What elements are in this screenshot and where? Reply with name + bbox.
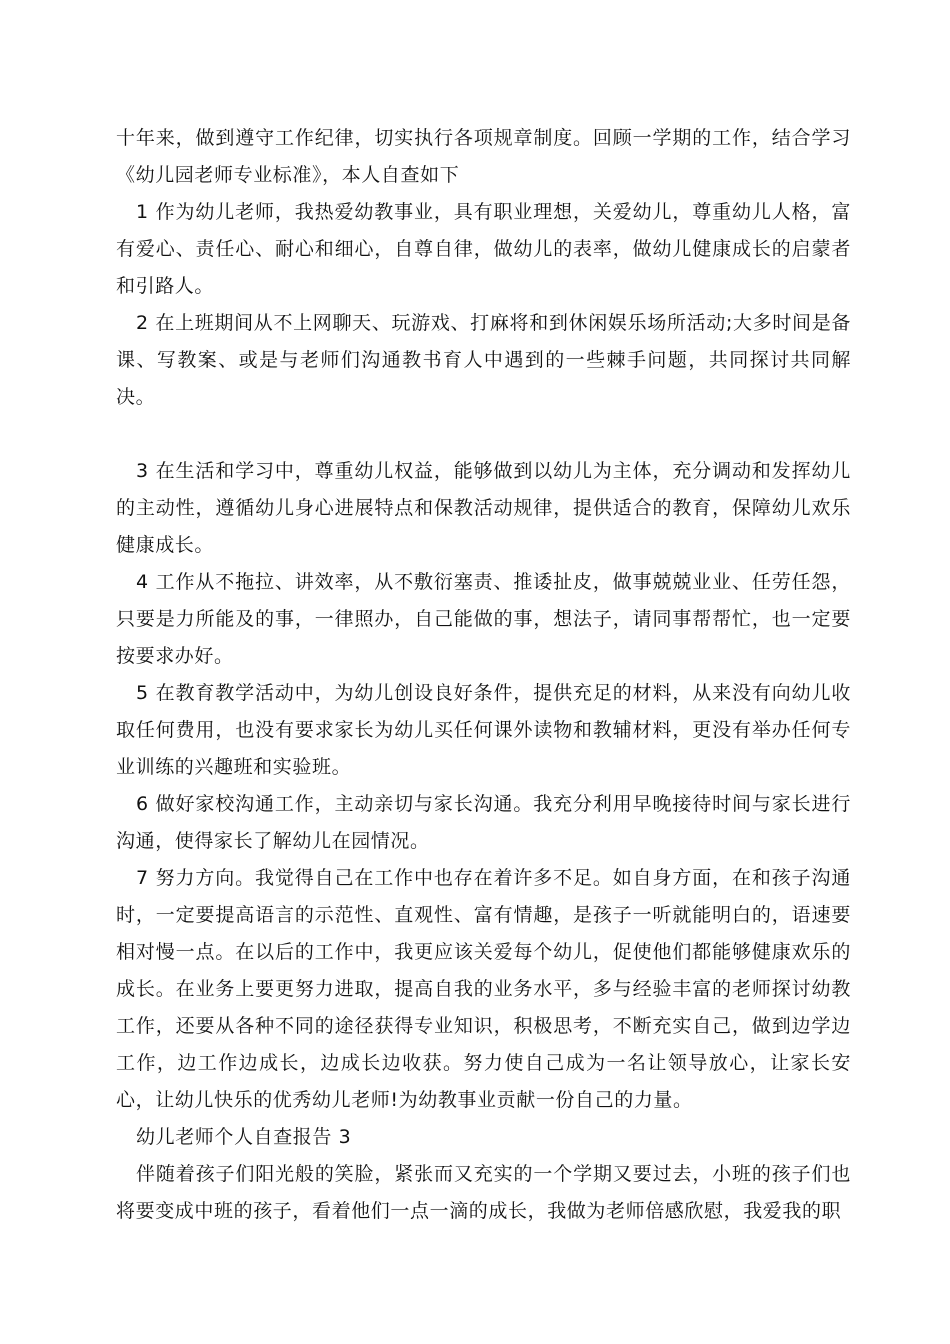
document-body (116, 120, 851, 1230)
paragraph-item-1: 1 作为幼儿老师，我热爱幼教事业，具有职业理想，关爱幼儿，尊重幼儿人格，富有爱心、责任心、耐心和细心，自尊自律，做幼儿的表率，做幼儿健康成长的启蒙者和引路人。 (116, 201, 851, 297)
paragraph-intro: 十年来，做到遵守工作纪律，切实执行各项规章制度。回顾一学期的工作，结合学习《幼儿园老师专业标准》，本人自查如下 (116, 127, 851, 186)
paragraph-item-5: 5 在教育教学活动中，为幼儿创设良好条件，提供充足的材料，从来没有向幼儿收取任何费用，也没有要求家长为幼儿买任何课外读物和教辅材料，更没有举办任何专业训练的兴趣班和实验班。 (116, 682, 851, 778)
paragraph-spacer (116, 416, 851, 453)
paragraph-item-4: 4 工作从不拖拉、讲效率，从不敷衍塞责、推诿扯皮，做事兢兢业业、任劳任怨，只要是力所能及的事，一律照办，自己能做的事，想法子，请同事帮帮忙，也一定要按要求办好。 (116, 571, 851, 667)
paragraph-report-3-opening: 伴随着孩子们阳光般的笑脸，紧张而又充实的一个学期又要过去，小班的孩子们也将要变成中班的孩子，看着他们一点一滴的成长，我做为老师倍感欣慰，我爱我的职 (116, 1163, 851, 1222)
paragraph-item-6: 6 做好家校沟通工作，主动亲切与家长沟通。我充分利用早晚接待时间与家长进行沟通，使得家长了解幼儿在园情况。 (116, 793, 851, 852)
paragraph-item-2: 2 在上班期间从不上网聊天、玩游戏、打麻将和到休闲娱乐场所活动;大多时间是备课、写教案、或是与老师们沟通教书育人中遇到的一些棘手问题，共同探讨共同解决。 (116, 312, 851, 408)
paragraph-item-7: 7 努力方向。我觉得自己在工作中也存在着许多不足。如自身方面，在和孩子沟通时，一定要提高语言的示范性、直观性、富有情趣，是孩子一听就能明白的，语速要相对慢一点。在以后的工作中，我更应该关爱每个幼儿，促使他们都能够健康欢乐的成长。在业务上要更努力进取，提高自我的业务水平，多与经验丰富的老师探讨幼教工作，还要从各种不同的途径获得专业知识，积极思考，不断充实自己，做到边学边工作，边工作边成长，边成长边收获。努力使自己成为一名让领导放心，让家长安心，让幼儿快乐的优秀幼儿老师!为幼教事业贡献一份自己的力量。 (116, 867, 851, 1111)
section-heading: 幼儿老师个人自查报告 3 (136, 1126, 352, 1148)
paragraph-item-3: 3 在生活和学习中，尊重幼儿权益，能够做到以幼儿为主体，充分调动和发挥幼儿的主动性，遵循幼儿身心进展特点和保教活动规律，提供适合的教育，保障幼儿欢乐健康成长。 (116, 460, 851, 556)
